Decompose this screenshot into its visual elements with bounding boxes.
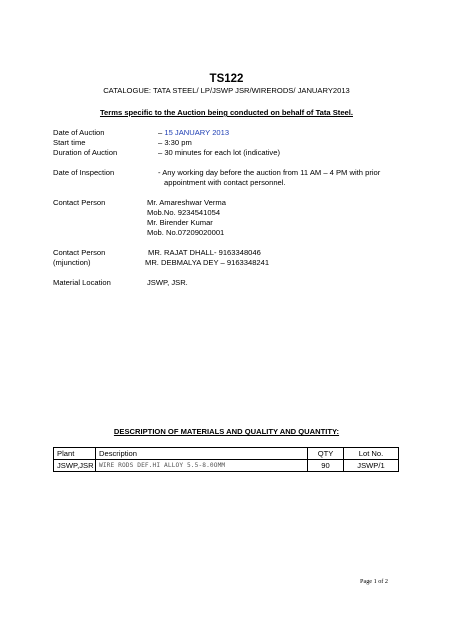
date-of-auction-value — [158, 128, 229, 137]
table-row — [54, 460, 399, 472]
contact-line: Mob. No.07209020001 — [147, 228, 225, 237]
duration-label: Duration of Auction — [53, 148, 118, 157]
inspection-value-line1: - Any working day before the auction from 11 AM – 4 PM with prior — [158, 168, 381, 177]
start-time-value: – 3:30 pm — [158, 138, 192, 147]
header-qty: QTY — [308, 448, 344, 460]
contact-mjunction-line1: MR. RAJAT DHALL- 9163348046 — [148, 248, 261, 257]
description-heading: DESCRIPTION OF MATERIALS AND QUALITY AND QUANTITY: — [113, 427, 340, 436]
page-number: Page 1 of 2 — [360, 578, 389, 585]
auction-date: 15 JANUARY 2013 — [164, 128, 230, 137]
inspection-label: Date of Inspection — [53, 168, 115, 177]
terms-heading: Terms specific to the Auction being conducted on behalf of Tata Steel. — [99, 108, 353, 117]
contact-mjunction-line2: MR. DEBMALYA DEY – 9163348241 — [145, 258, 270, 267]
duration-value: – 30 minutes for each lot (indicative) — [158, 148, 280, 157]
cell-plant: JSWP,JSR — [54, 460, 96, 472]
cell-qty: 90 — [308, 460, 344, 472]
header-description: Description — [96, 448, 308, 460]
mjunction-sublabel: (mjunction) — [53, 258, 91, 267]
inspection-value-line2: appointment with contact personnel. — [164, 178, 286, 187]
contact-line: Mob.No. 9234541054 — [147, 208, 221, 217]
table-header-row — [54, 448, 399, 460]
document-title: TS122 — [209, 73, 244, 85]
contact-line: Mr. Birender Kumar — [147, 218, 213, 227]
catalogue-line: CATALOGUE: TATA STEEL/ LP/JSWP JSR/WIRERODS/ JANUARY2013 — [103, 86, 350, 95]
materials-table — [53, 447, 399, 472]
contact-line: Mr. Amareshwar Verma — [147, 198, 226, 207]
cell-lot-no: JSWP/1 — [344, 460, 399, 472]
date-of-auction-label: Date of Auction — [53, 128, 105, 137]
material-location-value: JSWP, JSR. — [147, 278, 188, 287]
start-time-label: Start time — [53, 138, 86, 147]
cell-description: WIRE RODS DEF.HI ALLOY 5.5-8.0OMM — [96, 460, 308, 472]
date-of-auction-dash: – — [158, 128, 163, 137]
contact-person-label: Contact Person — [53, 198, 106, 207]
header-lot-no: Lot No. — [344, 448, 399, 460]
contact-person-mjunction-label: Contact Person — [53, 248, 106, 257]
material-location-label: Material Location — [53, 278, 111, 287]
header-plant: Plant — [54, 448, 96, 460]
